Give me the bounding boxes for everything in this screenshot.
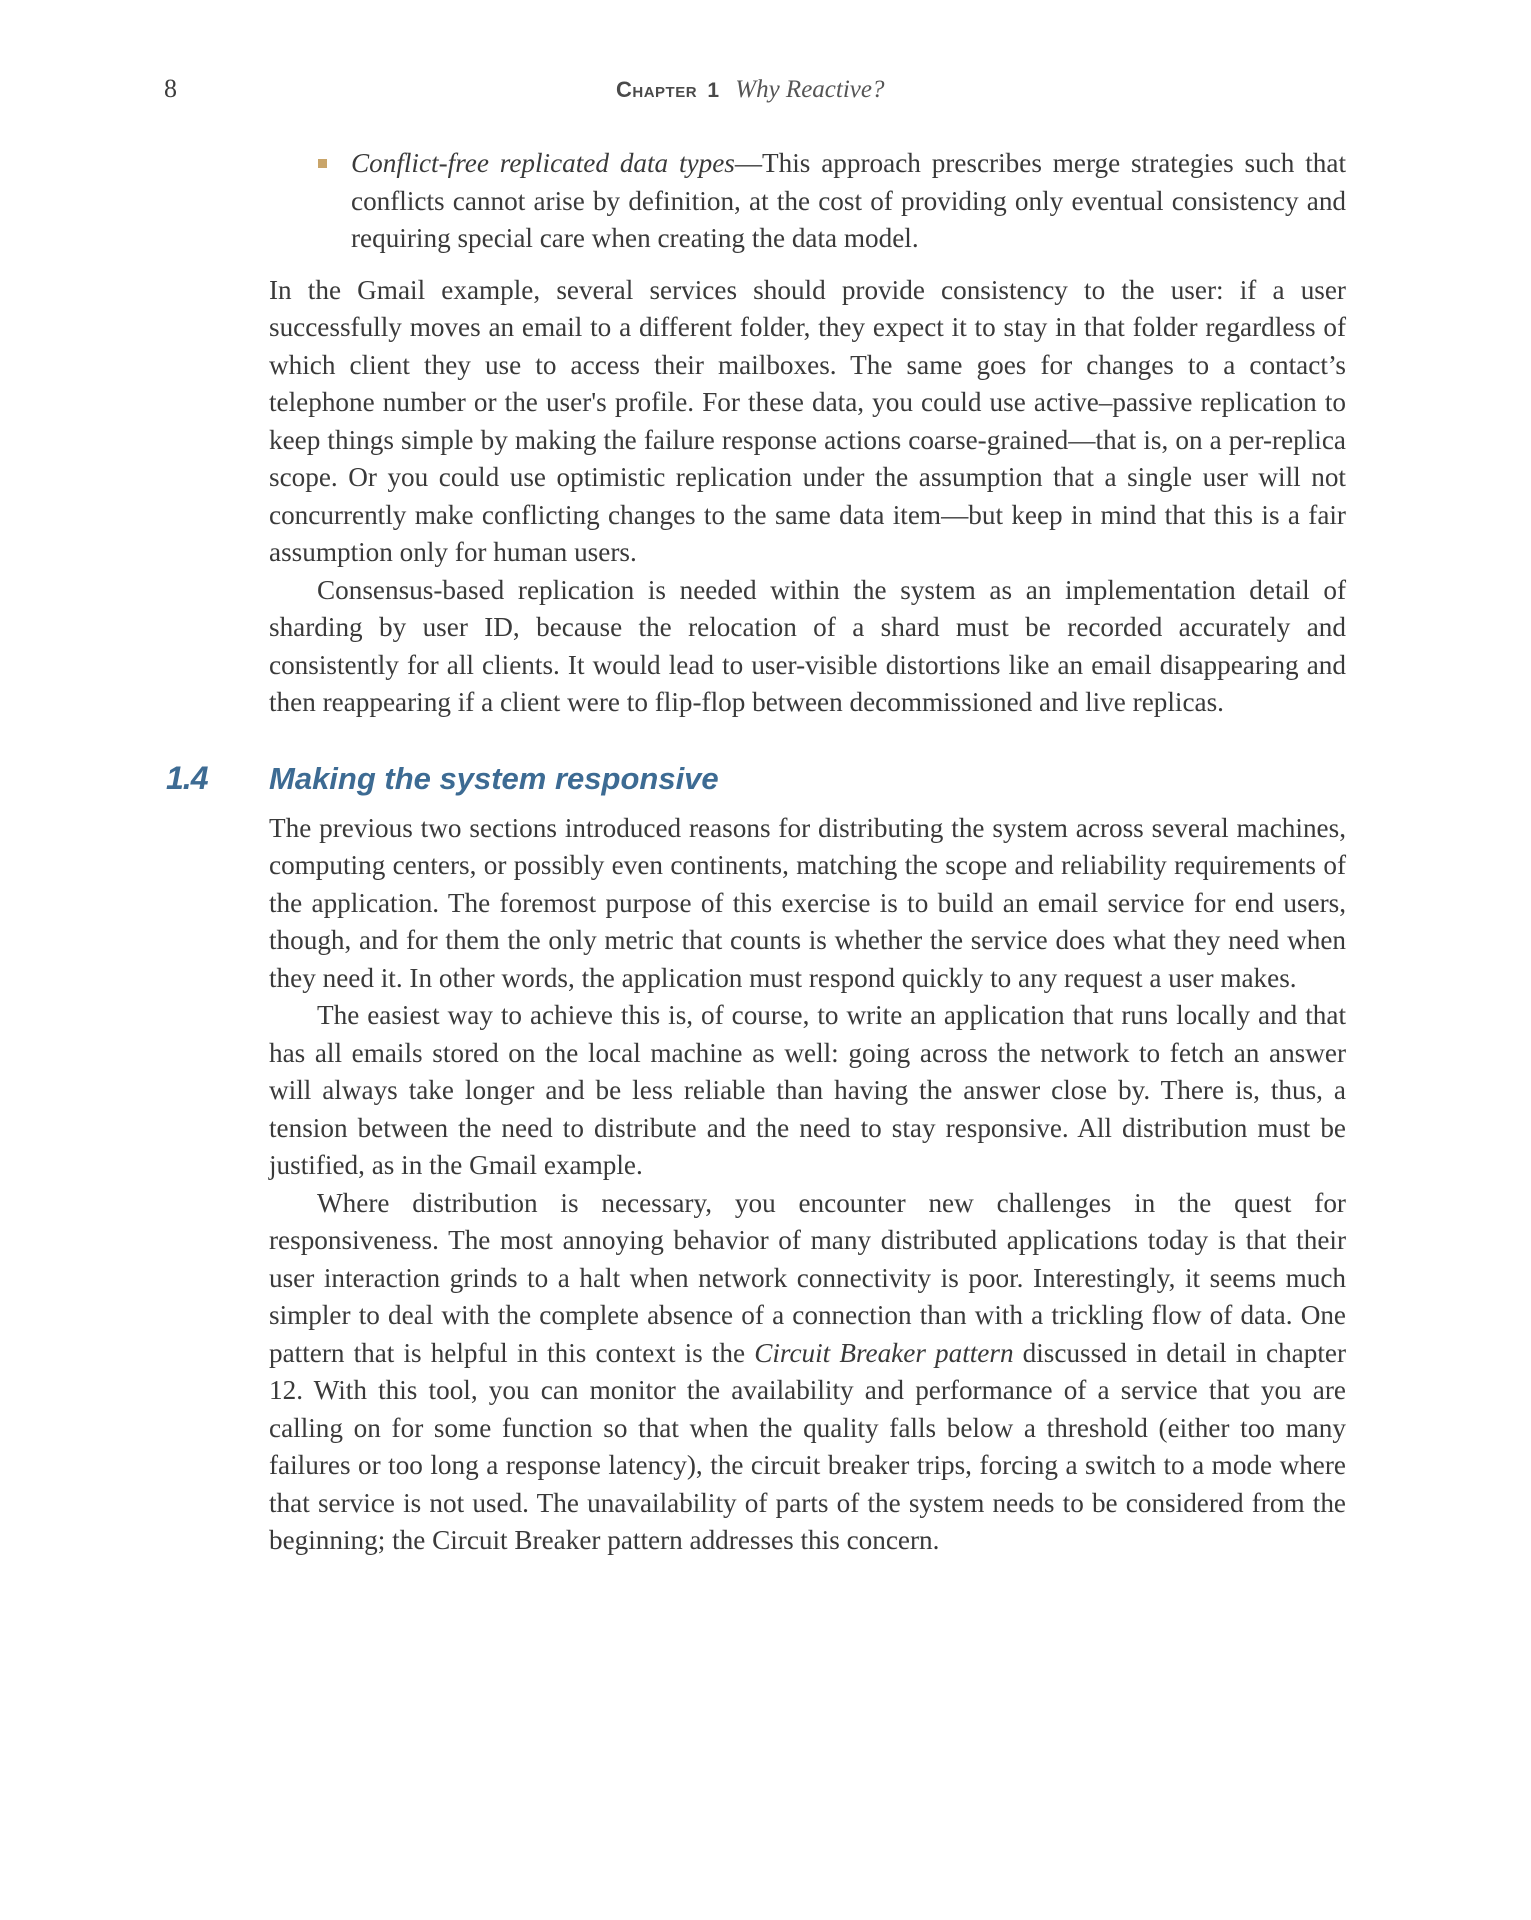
chapter-title: Why Reactive? [735, 76, 885, 103]
paragraph: The previous two sections introduced reasons for distributing the system across several machines, computing centers, or possibly even continents, matching the scope and reliability requirements of the application. The foremost purpose of this exercise is to build an email service for end users, though, and for them the only metric that counts is whether the service does what they need when they need it. In other words, the application must respond quickly to any request a user makes. [269, 812, 1346, 993]
page-body [166, 145, 1346, 1560]
paragraph: Consensus-based replication is needed within the system as an implementation detail of sharding by user ID, because the relocation of a shard must be recorded accurately and consistently for all clients. It would lead to user-visible distortions like an email disappearing and then reappearing if a client were to flip-flop between decommissioned and live replicas. [269, 574, 1346, 717]
paragraph-text: discussed in detail in chapter 12. With this tool, you can monitor the availability and performance of a service that you are calling on for some function so that when the quality falls below a threshold (either too many failures or too long a response latency), the circuit breaker trips, forcing a switch to a mode where that service is not used. The unavailability of parts of the system needs to be considered from the beginning; the Circuit Breaker pattern addresses this concern. [269, 1337, 1346, 1555]
bullet-text: —This approach prescribes merge strategies such that conflicts cannot arise by definition, at the cost of providing only eventual consistency and requiring special care when creating the data model. [351, 148, 1346, 253]
bullet-lead-term: Conflict-free replicated data types [351, 148, 735, 178]
page-number: 8 [164, 74, 177, 103]
section-heading [166, 759, 1346, 804]
section-number: 1.4 [166, 759, 208, 796]
emphasized-term: Circuit Breaker pattern [754, 1337, 1014, 1368]
square-bullet-icon [318, 159, 327, 168]
paragraph: In the Gmail example, several services should provide consistency to the user: if a user successfully moves an email to a different folder, they expect it to stay in that folder regardless of which client they use to access their mailboxes. The same goes for changes to a contact’s telephone number or the user's profile. For these data, you could use active–passive replication to keep things simple by making the failure response actions coarse-grained—that is, on a per-replica scope. Or you could use optimistic replication under the assumption that a single user will not concurrently make conflicting changes to the same data item—but keep in mind that this is a fair assumption only for human users. [269, 274, 1346, 567]
paragraph [269, 1185, 1346, 1560]
chapter-number: 1 [707, 79, 719, 102]
chapter-label: Chapter [616, 77, 698, 102]
list-item [269, 145, 1346, 258]
section-title: Making the system responsive [269, 760, 719, 796]
paragraph: The easiest way to achieve this is, of course, to write an application that runs locally and that has all emails stored on the local machine as well: going across the network to fetch an answer will always take longer and be less reliable than having the answer close by. There is, thus, a tension between the need to distribute and the need to stay responsive. All distribution must be justified, as in the Gmail example. [269, 1000, 1346, 1180]
paragraph-text: Where distribution is necessary, you encounter new challenges in the quest for responsiveness. The most annoying behavior of many distributed applications today is that their user interaction grinds to a halt when network connectivity is poor. Interestingly, it seems much simpler to deal with the complete absence of a connection than with a trickling flow of data. One pattern that is helpful in this context is the [269, 1187, 1346, 1368]
running-head [616, 76, 884, 104]
